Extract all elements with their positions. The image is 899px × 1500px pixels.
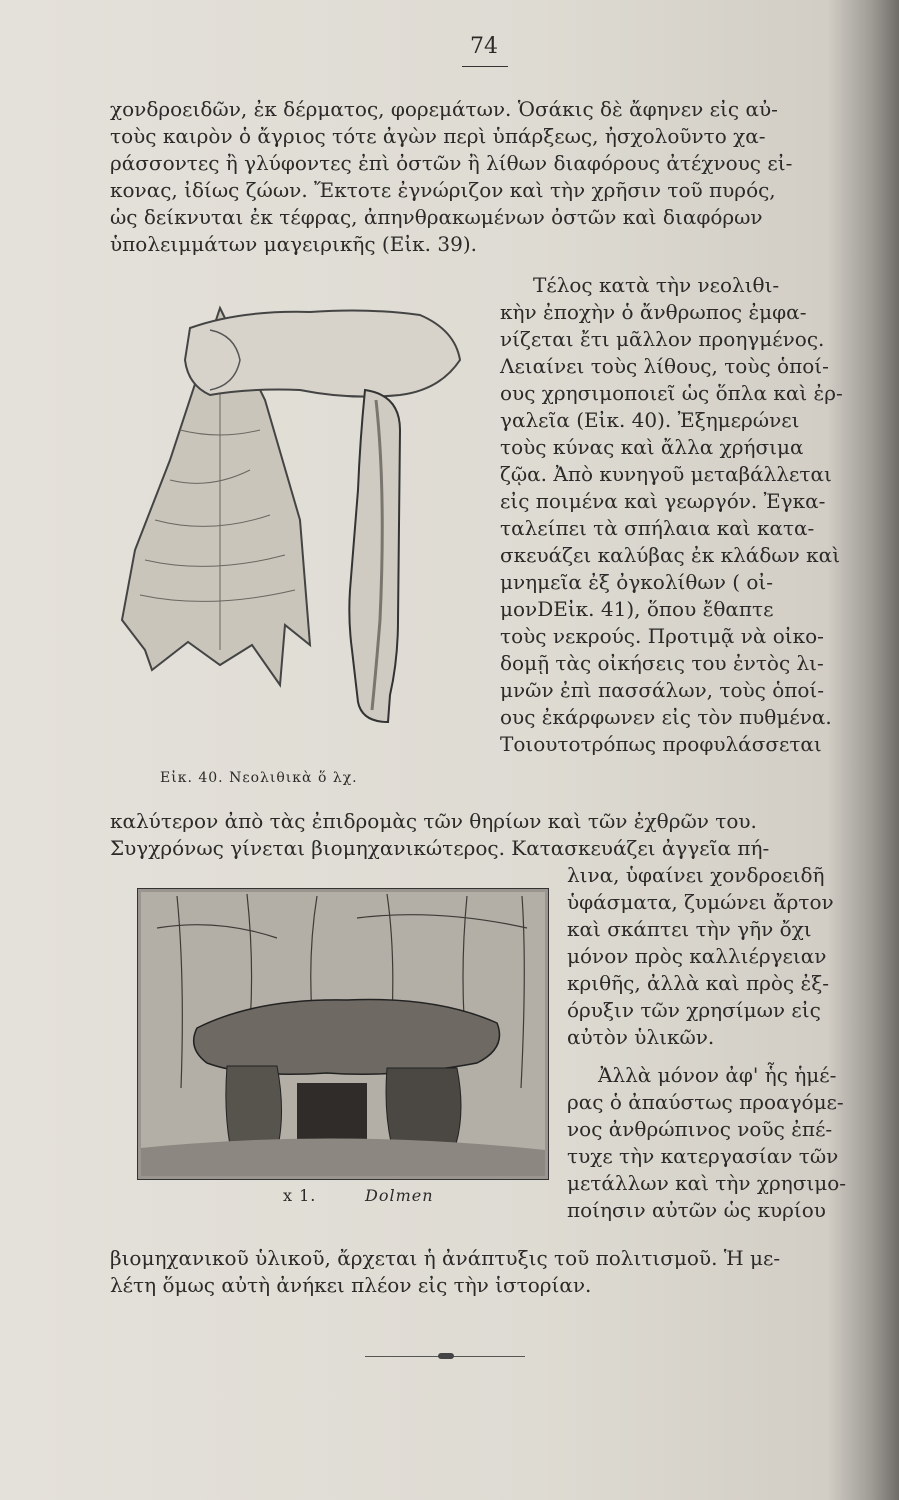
text-line: μετάλλων καὶ τὴν χρησιμο- bbox=[567, 1171, 847, 1195]
text-line: νος ἀνθρώπινος νοῦς ἐπέ- bbox=[567, 1117, 833, 1141]
text-line: ὑφάσματα, ζυμώνει ἄρτον bbox=[567, 890, 834, 914]
text-line: μονDΕἰκ. 41), ὅπου ἔθαπτε bbox=[500, 597, 774, 621]
text-line: Τέλος κατὰ τὴν νεολιθι- bbox=[533, 273, 780, 297]
figure-41-caption-title: Dolmen bbox=[365, 1186, 434, 1205]
text-line: ους χρησιμοποιεῖ ὡς ὅπλα καὶ ἐρ- bbox=[500, 381, 843, 405]
text-line: σκευάζει καλύβας ἐκ κλάδων καὶ bbox=[500, 543, 841, 567]
text-line: Λειαίνει τοὺς λίθους, τοὺς ὁποί- bbox=[500, 354, 829, 378]
text-line: γαλεῖα (Εἰκ. 40). Ἐξημερώνει bbox=[500, 408, 800, 432]
text-line: δομῇ τὰς οἰκήσεις του ἐντὸς λι- bbox=[500, 651, 824, 675]
text-line: βιομηχανικοῦ ὑλικοῦ, ἄρχεται ἡ ἀνάπτυξις τοῦ πολιτισμοῦ. Ἡ με- bbox=[110, 1246, 781, 1270]
text-line: Συγχρόνως γίνεται βιομηχανικώτερος. Κατασκευάζει ἀγγεῖα πή- bbox=[110, 836, 770, 860]
text-line: τοὺς καιρὸν ὁ ἄγριος τότε ἀγὼν περὶ ὑπάρξεως, ἠσχολοῦντο χα- bbox=[110, 124, 766, 148]
text-line: μνημεῖα ἐξ ὀγκολίθων ( οἰ- bbox=[500, 570, 774, 594]
text-line: ὑπολειμμάτων μαγειρικῆς (Εἰκ. 39). bbox=[110, 232, 477, 256]
text-line: ταλείπει τὰ σπήλαια καὶ κατα- bbox=[500, 516, 815, 540]
text-line: αὐτὸν ὑλικῶν. bbox=[567, 1025, 715, 1049]
text-line: ους ἐκάρφωνεν εἰς τὸν πυθμένα. bbox=[500, 705, 832, 729]
text-line: ράσσοντες ἢ γλύφοντες ἐπὶ ὀστῶν ἢ λίθων διαφόρους ἀτέχνους εἰ- bbox=[110, 151, 793, 175]
section-end-ornament bbox=[438, 1353, 454, 1359]
text-line: τυχε τὴν κατεργασίαν τῶν bbox=[567, 1144, 839, 1168]
figure-40-caption: Εἰκ. 40. Νεολιθικὰ ὅ λχ. bbox=[160, 770, 358, 786]
text-line: καὶ σκάπτει τὴν γῆν ὄχι bbox=[567, 917, 812, 941]
text-line: λινα, ὑφαίνει χονδροειδῆ bbox=[567, 863, 825, 887]
text-line: όρυξιν τῶν χρησίμων εἰς bbox=[567, 998, 821, 1022]
text-line: μόνον πρὸς καλλιέργειαν bbox=[567, 944, 827, 968]
text-line: χονδροειδῶν, ἐκ δέρματος, φορεμάτων. Ὁσάκις δὲ ἄφηνεν εἰς αὐ- bbox=[110, 97, 778, 121]
text-line: ποίησιν αὐτῶν ὡς κυρίου bbox=[567, 1198, 826, 1222]
text-line: τοὺς νεκρούς. Προτιμᾷ νὰ οἰκο- bbox=[500, 624, 824, 648]
text-line: ὡς δείκνυται ἐκ τέφρας, ἀπηνθρακωμένων ὀστῶν καὶ διαφόρων bbox=[110, 205, 763, 229]
text-line: κονας, ἰδίως ζώων. Ἔκτοτε ἐγνώριζον καὶ τὴν χρῆσιν τοῦ πυρός, bbox=[110, 178, 776, 202]
text-line: κὴν ἐποχὴν ὁ ἄνθρωπος ἐμφα- bbox=[500, 300, 807, 324]
text-line: λέτη ὅμως αὐτὴ ἀνήκει πλέον εἰς τὴν ἱστορίαν. bbox=[110, 1273, 592, 1297]
figure-40-neolithic-tools bbox=[100, 290, 490, 750]
text-line: ζῷα. Ἀπὸ κυνηγοῦ μεταβάλλεται bbox=[500, 462, 832, 486]
page-number-rule bbox=[462, 66, 508, 67]
text-line: Ἀλλὰ μόνον ἀφ' ἧς ἡμέ- bbox=[598, 1063, 837, 1087]
text-line: Τοιουτοτρόπως προφυλάσσεται bbox=[500, 732, 822, 756]
text-line: μνῶν ἐπὶ πασσάλων, τοὺς ὁποί- bbox=[500, 678, 825, 702]
text-line: ρας ὁ ἀπαύστως προαγόμε- bbox=[567, 1090, 844, 1114]
text-line: νίζεται ἔτι μᾶλλον προηγμένος. bbox=[500, 327, 825, 351]
figure-41-caption-number: x 1. bbox=[283, 1186, 317, 1205]
figure-41-dolmen-photo bbox=[137, 888, 549, 1180]
text-line: καλύτερον ἀπὸ τὰς ἐπιδρομὰς τῶν θηρίων καὶ τῶν ἐχθρῶν του. bbox=[110, 809, 757, 833]
text-line: τοὺς κύνας καὶ ἄλλα χρήσιμα bbox=[500, 435, 804, 459]
text-line: κριθῆς, ἀλλὰ καὶ πρὸς ἐξ- bbox=[567, 971, 829, 995]
page-number: 74 bbox=[470, 34, 498, 59]
text-line: εἰς ποιμένα καὶ γεωργόν. Ἐγκα- bbox=[500, 489, 826, 513]
